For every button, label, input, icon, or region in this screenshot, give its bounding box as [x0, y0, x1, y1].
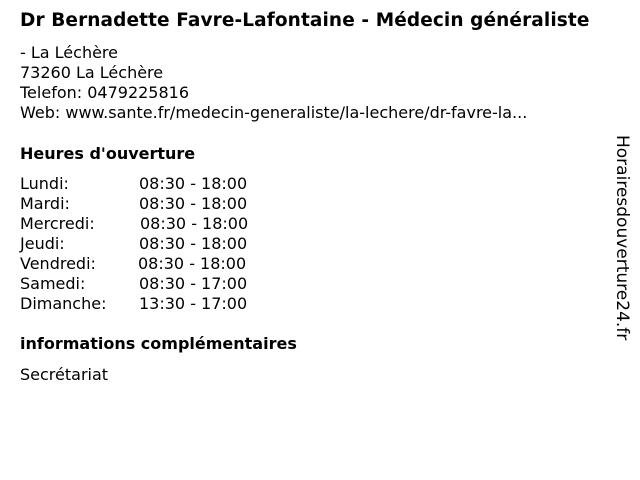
day-label: Jeudi:: [20, 234, 65, 253]
additional-info-text: Secrétariat: [20, 365, 109, 384]
website-link: Web: www.sante.fr/medecin-generaliste/la-lechere/dr-favre-la...: [20, 103, 528, 122]
site-watermark: Horairesdouverture24.fr: [612, 135, 632, 341]
time-range: 08:30 - 18:00: [140, 214, 249, 233]
opening-hours-heading: Heures d'ouverture: [20, 144, 196, 163]
time-range: 08:30 - 18:00: [139, 234, 248, 253]
time-range: 13:30 - 17:00: [139, 294, 248, 313]
time-range: 08:30 - 17:00: [139, 274, 248, 293]
day-label: Lundi:: [20, 174, 69, 193]
page-title: Dr Bernadette Favre-Lafontaine - Médecin généraliste: [20, 10, 590, 31]
day-label: Mercredi:: [20, 214, 95, 233]
day-label: Samedi:: [20, 274, 86, 293]
time-range: 08:30 - 18:00: [138, 254, 247, 273]
day-label: Mardi:: [20, 194, 70, 213]
day-label: Vendredi:: [20, 254, 96, 273]
address-line-1: - La Léchère: [20, 43, 118, 62]
day-label: Dimanche:: [20, 294, 107, 313]
address-block: [20, 43, 527, 123]
phone-number: Telefon: 0479225816: [20, 83, 190, 102]
address-line-2: 73260 La Léchère: [20, 63, 164, 82]
time-range: 08:30 - 18:00: [139, 194, 248, 213]
time-range: 08:30 - 18:00: [139, 174, 248, 193]
additional-info-heading: informations complémentaires: [20, 334, 297, 353]
